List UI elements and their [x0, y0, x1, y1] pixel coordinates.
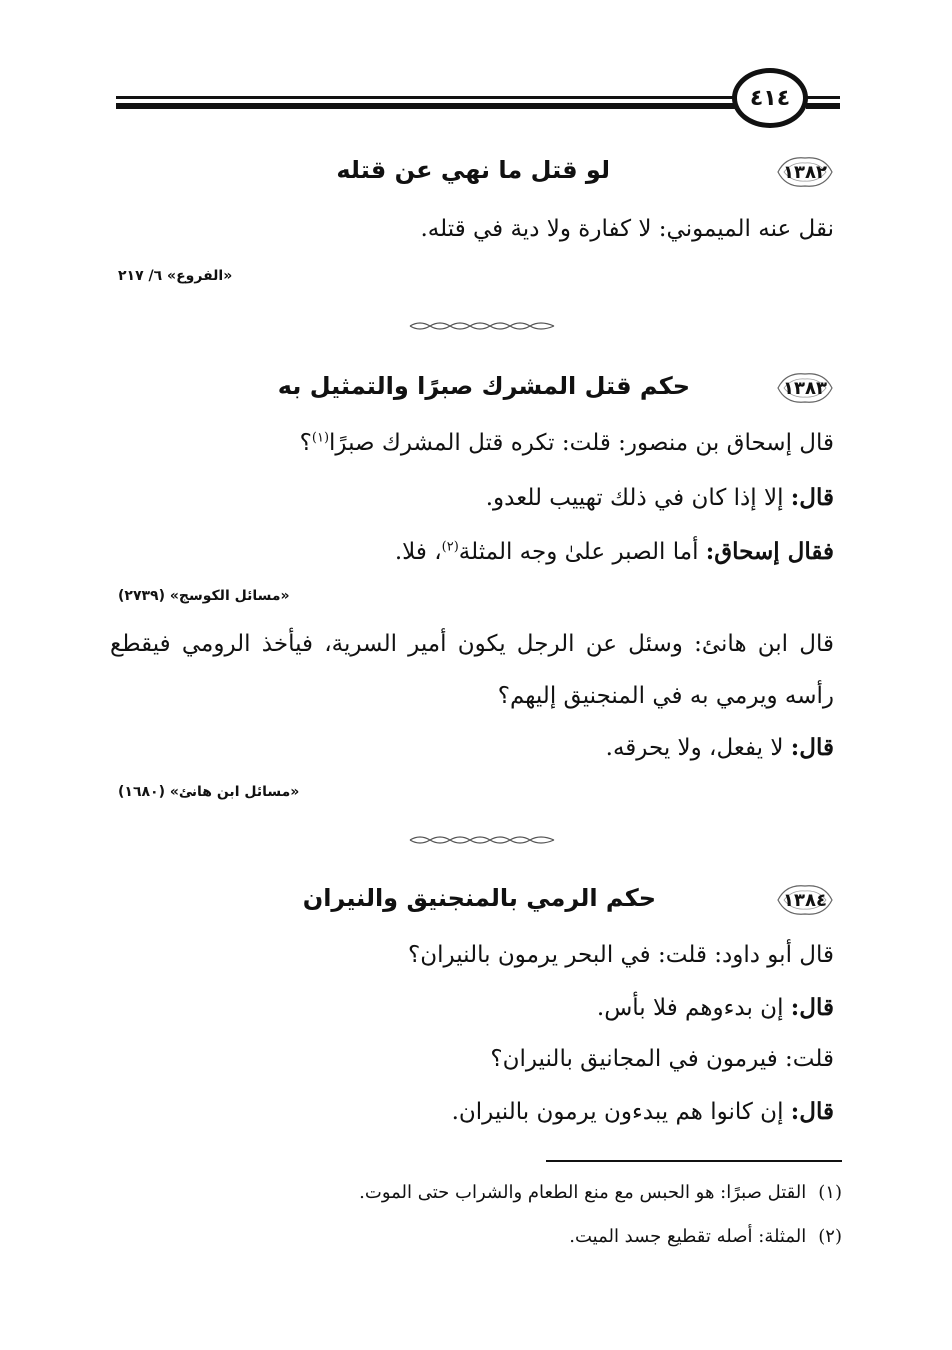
entry-title: حكم قتل المشرك صبرًا والتمثيل به — [277, 372, 690, 400]
source-citation: «مسائل الكوسج» (٢٧٣٩) — [118, 588, 290, 604]
speaker-label: قال: — [790, 994, 834, 1021]
header-rule-thin — [116, 96, 736, 99]
paragraph: قلت: فيرمون في المجانيق بالنيران؟ — [490, 1046, 834, 1072]
paragraph: قال إسحاق بن منصور: قلت: تكره قتل المشرك صبرًا$^{(١)}$؟ — [299, 430, 834, 456]
entry-number-badge — [772, 152, 838, 192]
source-citation: «الفروع» ٦/ ٢١٧ — [118, 268, 233, 284]
paragraph: قال أبو داود: قلت: في البحر يرمون بالنيران؟ — [408, 942, 834, 968]
entry-title: لو قتل ما نهي عن قتله — [336, 156, 610, 184]
footnote-number: (٢) — [818, 1226, 842, 1247]
header-rule-thick — [116, 103, 736, 109]
source-citation: «مسائل ابن هانئ» (١٦٨٠) — [118, 784, 300, 800]
page-number-badge — [732, 68, 808, 128]
footnote-number: (١) — [818, 1182, 842, 1203]
page-number: ٤١٤ — [749, 85, 791, 111]
header-rule-thick-right — [806, 103, 840, 109]
header-rule-thin-right — [806, 96, 840, 99]
footnote-ref: (٢) — [441, 539, 459, 555]
entry-number: ١٣٨٣ — [783, 377, 827, 399]
entry-title: حكم الرمي بالمنجنيق والنيران — [302, 884, 656, 912]
paragraph: قال ابن هانئ: وسئل عن الرجل يكون أمير السرية، فيأخذ الرومي فيقطع رأسه ويرمي به في المنجنيق إليهم؟ — [110, 631, 834, 709]
speaker-label: قال: — [790, 734, 834, 761]
footnote: (٢)المثلة: أصله تقطيع جسد الميت. — [569, 1226, 842, 1247]
paragraph: قال: إن كانوا هم يبدءون يرمون بالنيران. — [451, 1098, 834, 1125]
section-divider-icon — [408, 320, 556, 332]
footnote: (١)القتل صبرًا: هو الحبس مع منع الطعام والشراب حتى الموت. — [359, 1182, 842, 1203]
paragraph: قال: إن بدءوهم فلا بأس. — [596, 994, 834, 1021]
section-divider-icon — [408, 834, 556, 846]
speaker-label: قال: — [790, 484, 834, 511]
entry-number: ١٣٨٤ — [783, 889, 827, 911]
speaker-label: قال: — [790, 1098, 834, 1125]
paragraph: نقل عنه الميموني: لا كفارة ولا دية في قتله. — [420, 216, 834, 242]
entry-number: ١٣٨٢ — [783, 161, 827, 183]
paragraph: قال: إلا إذا كان في ذلك تهييب للعدو. — [485, 484, 834, 511]
footnote-separator — [546, 1160, 842, 1162]
footnote-ref: (١) — [311, 430, 330, 446]
entry-number-badge — [772, 368, 838, 408]
entry-number-badge — [772, 880, 838, 920]
paragraph: فقال إسحاق: أما الصبر علىٰ وجه المثلة$^{(٢)}$، فلا. — [394, 538, 834, 565]
paragraph: قال: لا يفعل، ولا يحرقه. — [605, 734, 834, 761]
speaker-label: فقال إسحاق: — [705, 538, 834, 565]
